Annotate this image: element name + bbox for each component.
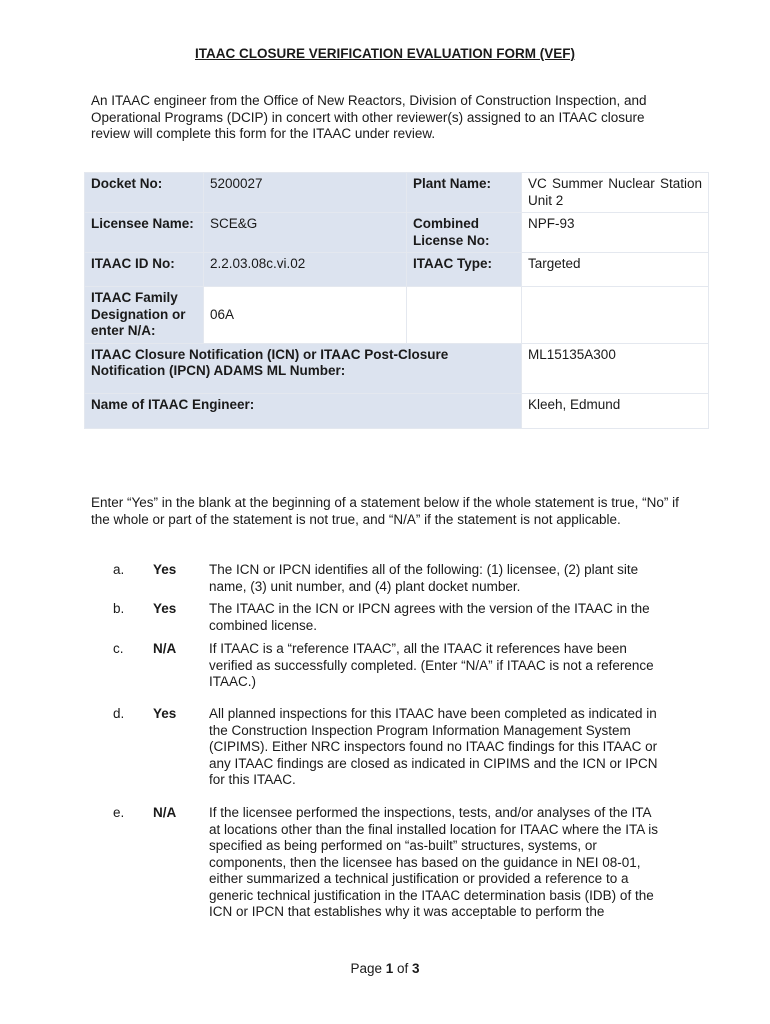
- docket-value: 5200027: [204, 173, 407, 213]
- statement-text: If the licensee performed the inspections, tests, and/or analyses of the ITA at locations other than the final installed location for ITAAC where the ITA is specified as being performed on “as-built” structures, systems, or components, then the licensee has based on the guidance in NEI 08-01, either summarized a technical justification or provided a reference to a generic technical justification in the ITAAC determination basis (IDB) of the ICN or IPCN that establishes why it was acceptable to perform the: [209, 805, 658, 919]
- page-word: Page: [350, 961, 382, 976]
- table-row: [85, 253, 709, 287]
- intro-paragraph: An ITAAC engineer from the Office of New Reactors, Division of Construction Inspection, and Operational Programs (DCIP) in concert with other reviewer(s) assigned to an ITAAC closure review will complete this form for the ITAAC under review.: [91, 93, 647, 141]
- itaac-info-table: [84, 172, 709, 429]
- form-title: ITAAC CLOSURE VERIFICATION EVALUATION FORM (VEF): [195, 46, 575, 61]
- itaac-family-text: 06A: [210, 306, 235, 322]
- itaac-family-value: [204, 287, 407, 344]
- statement-answer: Yes: [153, 706, 177, 721]
- itaac-id-value: 2.2.03.08c.vi.02: [204, 253, 407, 287]
- statement-letter: a.: [113, 562, 125, 577]
- table-row: [85, 213, 709, 253]
- statement-answer: Yes: [153, 562, 177, 577]
- icn-value: ML15135A300: [522, 343, 709, 393]
- statement-answer: N/A: [153, 641, 177, 656]
- icn-label: ITAAC Closure Notification (ICN) or ITAAC Post-Closure Notification (IPCN) ADAMS ML Number:: [85, 343, 522, 393]
- empty-cell: [407, 287, 522, 344]
- table-row: [85, 287, 709, 344]
- itaac-id-label: ITAAC ID No:: [85, 253, 204, 287]
- engineer-label: Name of ITAAC Engineer:: [85, 393, 522, 428]
- licensee-value: SCE&G: [204, 213, 407, 253]
- table-row: [85, 173, 709, 213]
- statement-text: All planned inspections for this ITAAC have been completed as indicated in the Construction Inspection Program Information Management System (CIPIMS). Either NRC inspectors found no ITAAC findings for this ITAAC or any ITAAC findings are closed as indicated in CIPIMS and the ICN or IPCN for this ITAAC.: [209, 706, 658, 787]
- page-current: 1: [385, 961, 394, 976]
- docket-label: Docket No:: [85, 173, 204, 213]
- page-footer: [0, 961, 770, 976]
- empty-cell: [522, 287, 709, 344]
- statement-text: The ICN or IPCN identifies all of the following: (1) licensee, (2) plant site name, (3) unit number, and (4) plant docket number.: [209, 562, 639, 594]
- itaac-type-value: Targeted: [522, 253, 709, 287]
- statement-text: The ITAAC in the ICN or IPCN agrees with the version of the ITAAC in the combined license.: [209, 601, 650, 633]
- statement-letter: e.: [113, 805, 125, 820]
- engineer-value: Kleeh, Edmund: [522, 393, 709, 428]
- instructions-paragraph: Enter “Yes” in the blank at the beginning of a statement below if the whole statement is true, “No” if the whole or part of the statement is not true, and “N/A” if the statement is not applicable.: [91, 495, 679, 527]
- plant-name-value: VC Summer Nuclear Station Unit 2: [522, 173, 709, 213]
- statement-text: If ITAAC is a “reference ITAAC”, all the ITAAC it references have been verified as successfully completed. (Enter “N/A” if ITAAC is not a reference ITAAC.): [209, 641, 654, 689]
- table-row: [85, 393, 709, 428]
- statement-letter: c.: [113, 641, 124, 656]
- combined-license-value: NPF-93: [522, 213, 709, 253]
- statement-letter: d.: [113, 706, 125, 721]
- itaac-type-label: ITAAC Type:: [407, 253, 522, 287]
- statement-letter: b.: [113, 601, 125, 616]
- plant-name-label: Plant Name:: [407, 173, 522, 213]
- combined-license-label: Combined License No:: [407, 213, 522, 253]
- table-row: [85, 343, 709, 393]
- of-word: of: [397, 961, 409, 976]
- statement-answer: N/A: [153, 805, 177, 820]
- itaac-family-label: ITAAC Family Designation or enter N/A:: [85, 287, 204, 344]
- page-total: 3: [412, 961, 420, 976]
- statement-answer: Yes: [153, 601, 177, 616]
- licensee-label: Licensee Name:: [85, 213, 204, 253]
